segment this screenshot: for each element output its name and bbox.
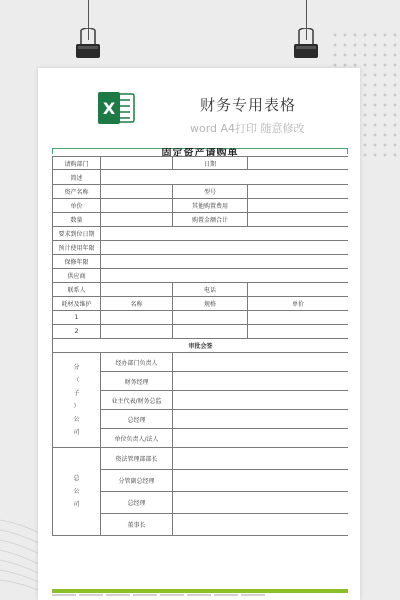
cell-hq-sign[interactable] (173, 470, 349, 492)
cell-branch-role: 财务经理 (101, 372, 173, 391)
cell-value-quantity[interactable] (101, 213, 173, 227)
cell-label-unit-price: 单价 (53, 199, 101, 213)
cell-item-2-spec[interactable] (173, 325, 248, 339)
cell-hq-role: 分管副总经理 (101, 470, 173, 492)
branch-char-3: ） (73, 403, 80, 410)
cell-hq-role: 董事长 (101, 514, 173, 536)
cell-label-quantity: 数量 (53, 213, 101, 227)
cell-value-arrival-date[interactable] (101, 227, 349, 241)
form-sheet (52, 148, 348, 598)
excel-icon-letter: X (102, 99, 116, 118)
branch-char-4: 公 (73, 416, 80, 423)
cell-label-dept: 请购部门 (53, 157, 101, 170)
cell-hq-sign[interactable] (173, 514, 349, 536)
cell-value-desc[interactable] (101, 170, 349, 185)
cell-header-spec: 规格 (173, 297, 248, 311)
cell-item-2: 2 (53, 325, 101, 339)
cell-branch-role: 业主代表/财务总监 (101, 391, 173, 410)
cell-approval-header: 审批会签 (53, 339, 349, 353)
cell-label-warranty: 保修年限 (53, 255, 101, 269)
binder-clip-right-icon (293, 28, 319, 68)
cell-label-supplier: 供应商 (53, 269, 101, 283)
accent-bar (52, 589, 348, 593)
cell-branch-sign[interactable] (173, 410, 349, 429)
cell-value-supplier[interactable] (101, 269, 349, 283)
branch-char-1: （ (73, 377, 80, 384)
cell-branch-role: 总经理 (101, 410, 173, 429)
cell-label-model: 型号 (173, 185, 248, 199)
cell-item-2-price[interactable] (248, 325, 349, 339)
cell-label-arrival-date: 要求到位日期 (53, 227, 101, 241)
cell-header-price: 单价 (248, 297, 349, 311)
request-form-table (52, 156, 348, 536)
cell-label-other-cost: 其他购置费用 (173, 199, 248, 213)
cell-label-date: 日期 (173, 157, 248, 170)
hq-char-1: 公 (73, 488, 80, 495)
cell-hq-role: 总经理 (101, 492, 173, 514)
cell-hq-role: 资法管理部部长 (101, 448, 173, 470)
cell-hq-sign[interactable] (173, 492, 349, 514)
cell-item-2-name[interactable] (101, 325, 173, 339)
cell-label-total-amount: 购置金额合计 (173, 213, 248, 227)
cell-value-asset-name[interactable] (101, 185, 173, 199)
cell-branch-role: 经办部门负责人 (101, 353, 173, 372)
cell-value-other-cost[interactable] (248, 199, 349, 213)
cell-value-expected-life[interactable] (101, 241, 349, 255)
cell-branch-role: 单位负责人/法人 (101, 429, 173, 448)
cell-branch-sign[interactable] (173, 429, 349, 448)
branch-vertical-label (55, 364, 98, 436)
cell-label-contact: 联系人 (53, 283, 101, 297)
cell-label-expected-life: 预计使用年限 (53, 241, 101, 255)
cell-label-phone: 电话 (173, 283, 248, 297)
cell-value-dept[interactable] (101, 157, 173, 170)
cell-item-1-spec[interactable] (173, 311, 248, 325)
cell-branch-sign[interactable] (173, 391, 349, 410)
footer-note-faint (52, 594, 348, 600)
cell-label-consumables: 耗材及维护 (53, 297, 101, 311)
cell-value-unit-price[interactable] (101, 199, 173, 213)
cell-branch-sign[interactable] (173, 353, 349, 372)
cell-hq-label (53, 448, 101, 536)
header-area (38, 68, 360, 150)
cell-value-total-amount[interactable] (248, 213, 349, 227)
branch-char-2: 子 (73, 390, 80, 397)
cell-value-phone[interactable] (248, 283, 349, 297)
cell-value-contact[interactable] (101, 283, 173, 297)
paper-sheet (38, 68, 360, 600)
branch-char-5: 司 (73, 429, 80, 436)
cell-hq-sign[interactable] (173, 448, 349, 470)
binder-clip-left-icon (75, 28, 101, 68)
hq-vertical-label (55, 475, 98, 508)
cell-label-asset-name: 资产名称 (53, 185, 101, 199)
cell-item-1-price[interactable] (248, 311, 349, 325)
hq-char-0: 总 (73, 475, 80, 482)
cell-item-1-name[interactable] (101, 311, 173, 325)
cell-value-model[interactable] (248, 185, 349, 199)
page-title: 财务专用表格 (200, 96, 297, 114)
excel-icon (96, 88, 136, 128)
form-title: 固定资产请购单 (161, 148, 239, 159)
cell-branch-sign[interactable] (173, 372, 349, 391)
branch-char-0: 分 (73, 364, 80, 371)
page-subtitle: word A4打印 随意修改 (190, 122, 305, 135)
cell-value-date[interactable] (248, 157, 349, 170)
cell-label-desc: 简述 (53, 170, 101, 185)
cell-header-name: 名称 (101, 297, 173, 311)
hq-char-2: 司 (73, 501, 80, 508)
cell-value-warranty[interactable] (101, 255, 349, 269)
cell-item-1: 1 (53, 311, 101, 325)
cell-branch-label (53, 353, 101, 448)
